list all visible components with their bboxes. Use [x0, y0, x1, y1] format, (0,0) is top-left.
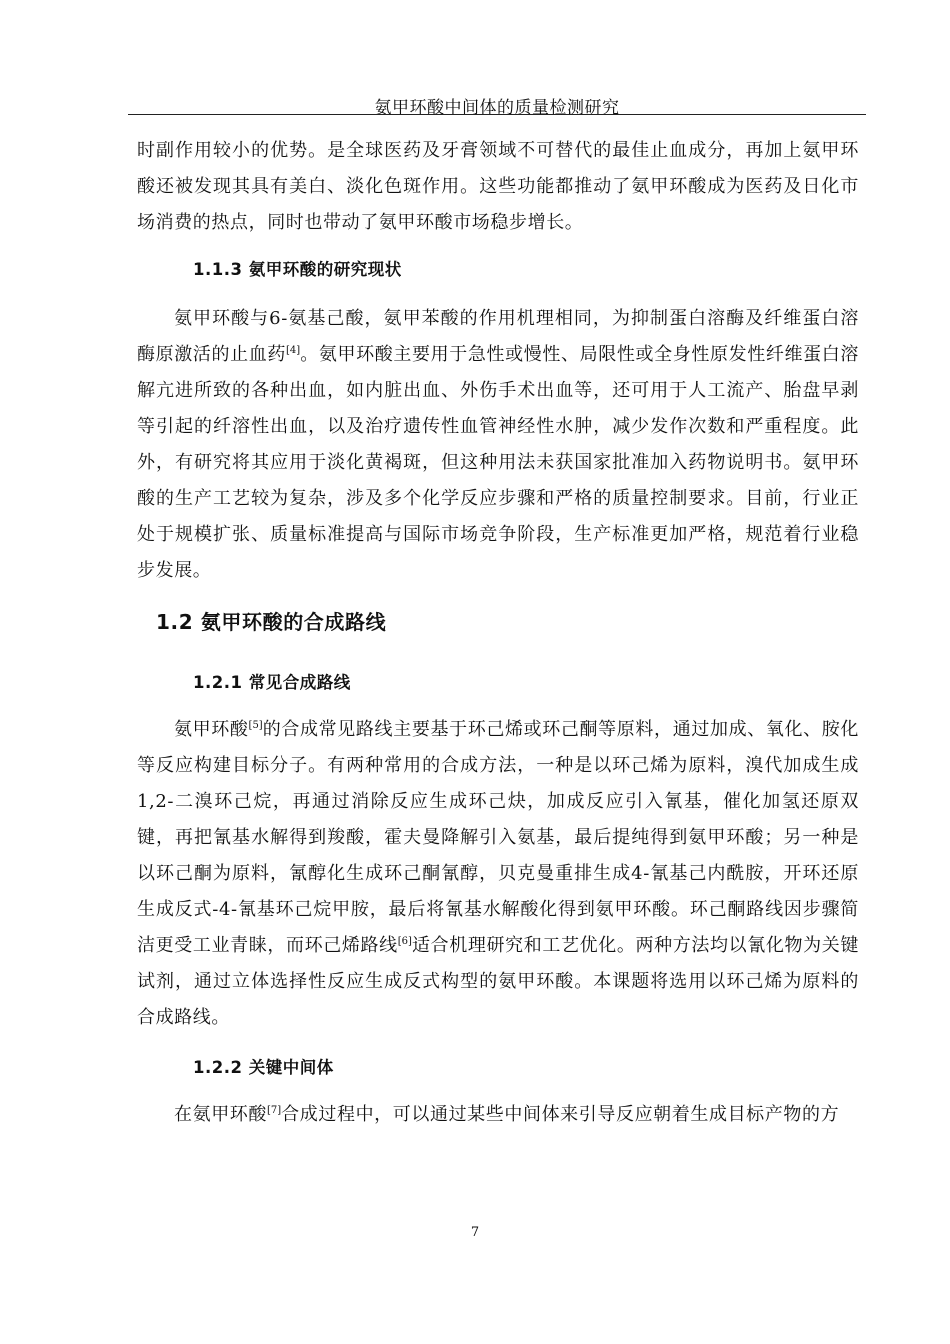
paragraph-text: 在氨甲环酸: [174, 1104, 267, 1125]
section-heading-1-2: 1.2 氨甲环酸的合成路线: [156, 610, 387, 634]
page-number: 7: [470, 1225, 480, 1240]
citation-7: [7]: [267, 1105, 282, 1116]
paragraph-text: 的合成常见路线主要基于环己烯或环己酮等原料，通过加成、氧化、胺化等反应构建目标分子。有两种常用的合成方法，一种是以环己烯为原料，溴代加成生成1,2-二溴环己烷，再通过消除反应生成环己炔，加成反应引入氰基，催化加氢还原双键，再把氰基水解得到羧酸，霍夫曼降解引入氨基，最后提纯得到氨甲环酸；另一种是以环己酮为原料，氰醇化生成环己酮氰醇，贝克曼重排生成4-氰基己内酰胺，开环还原生成反式-4-氰基环己烷甲胺，最后将氰基水解酸化得到氨甲环酸。环己酮路线因步骤简洁更受工业青睐，而环己烯路线: [137, 719, 859, 956]
paragraph-key-intermediates: [137, 1097, 859, 1133]
paragraph-text: 氨甲环酸: [174, 719, 249, 740]
paragraph-research-status: [137, 301, 859, 589]
section-heading-1-1-3: 1.1.3 氨甲环酸的研究现状: [193, 260, 402, 279]
citation-4: [4]: [286, 345, 301, 356]
header-rule: [128, 114, 866, 115]
paragraph-text: 氨甲环酸与6-氨基己酸，氨甲苯酸的作用机理相同，为抑制蛋白溶酶及纤维蛋白溶酶原激活的止血药: [137, 308, 859, 365]
paragraph-continued: 时副作用较小的优势。是全球医药及牙膏领域不可替代的最佳止血成分，再加上氨甲环酸还被发现其具有美白、淡化色斑作用。这些功能都推动了氨甲环酸成为医药及日化市场消费的热点，同时也带动了氨甲环酸市场稳步增长。: [137, 140, 859, 233]
section-heading-1-2-1: 1.2.1 常见合成路线: [193, 673, 351, 692]
running-header: 氨甲环酸中间体的质量检测研究: [374, 98, 620, 118]
section-heading-1-2-2: 1.2.2 关键中间体: [193, 1058, 334, 1077]
paragraph-text: 。氨甲环酸主要用于急性或慢性、局限性或全身性原发性纤维蛋白溶解亢进所致的各种出血，如内脏出血、外伤手术出血等，还可用于人工流产、胎盘早剥等引起的纤溶性出血，以及治疗遗传性血管神经性水肿，减少发作次数和严重程度。此外，有研究将其应用于淡化黄褐斑，但这种用法未获国家批准加入药物说明书。氨甲环酸的生产工艺较为复杂，涉及多个化学反应步骤和严格的质量控制要求。目前，行业正处于规模扩张、质量标准提高与国际市场竞争阶段，生产标准更加严格，规范着行业稳步发展。: [137, 344, 859, 581]
main-content: [137, 133, 859, 1133]
citation-6: [6]: [397, 936, 412, 947]
paragraph-text: 合成过程中，可以通过某些中间体来引导反应朝着生成目标产物的方: [281, 1104, 840, 1125]
paragraph-synthesis-routes: [137, 712, 859, 1036]
citation-5: [5]: [248, 720, 263, 731]
paragraph-text: 适合机理研究和工艺优化。两种方法均以氰化物为关键试剂，通过立体选择性反应生成反式构型的氨甲环酸。本课题将选用以环己烯为原料的合成路线。: [137, 935, 859, 1028]
